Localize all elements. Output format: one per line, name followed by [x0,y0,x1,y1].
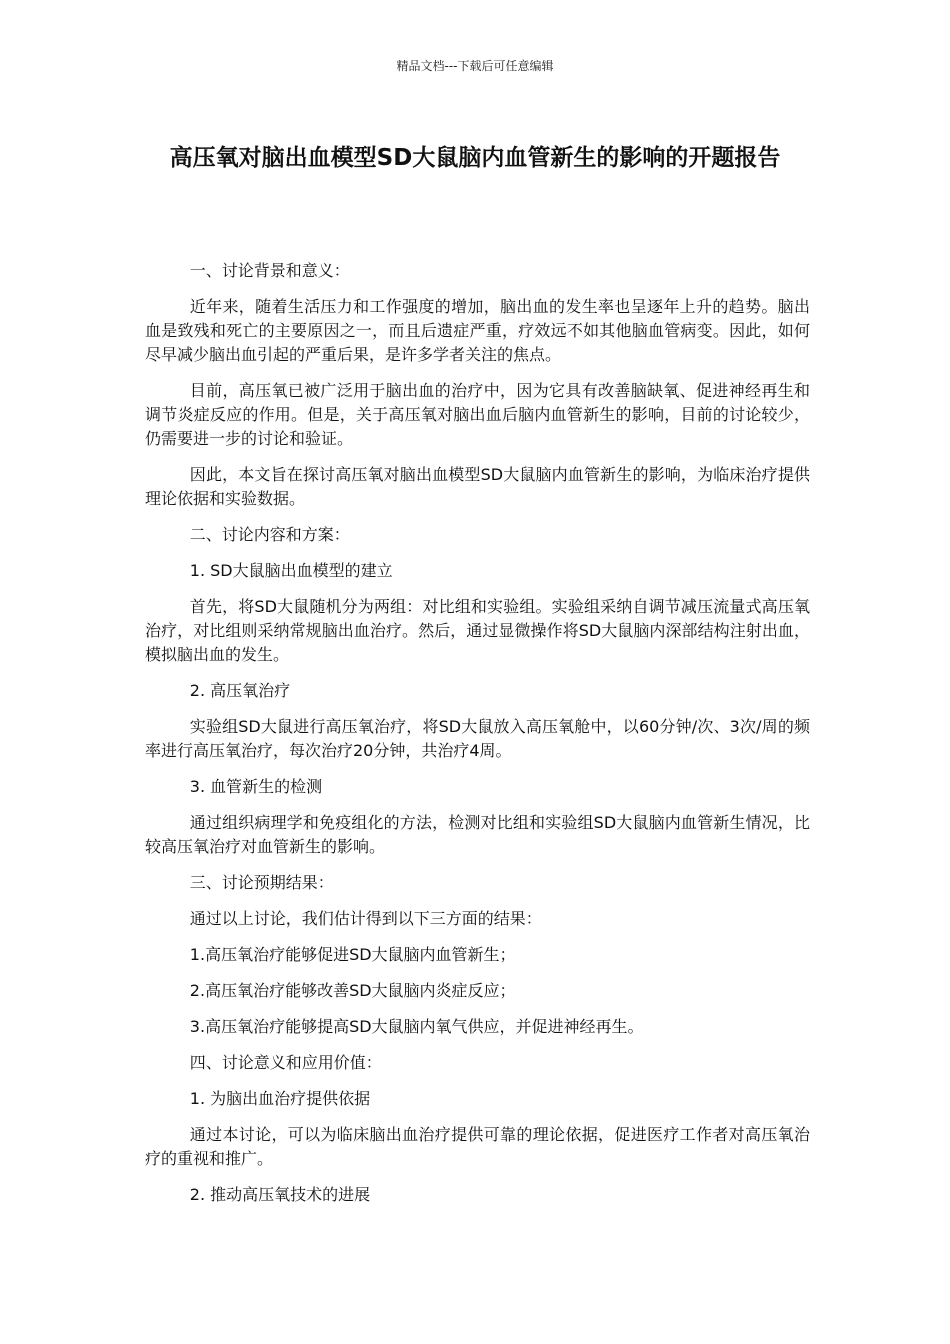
paragraph-expected-intro: 通过以上讨论，我们估计得到以下三方面的结果： [189,909,542,928]
subheading-hbo-therapy: 2. 高压氧治疗 [189,681,291,700]
subheading-basis: 1. 为脑出血治疗提供依据 [189,1089,371,1108]
paragraph-hbo-therapy: 实验组SD大鼠进行高压氧治疗，将SD大鼠放入高压氧舱中，以60分钟/次、3次/周的频率进行高压氧治疗，每次治疗20分钟，共治疗4周。 [145,717,810,760]
subheading-model: 1. SD大鼠脑出血模型的建立 [189,561,393,580]
list-item-expected-2: 2.高压氧治疗能够改善SD大鼠脑内炎症反应； [189,981,516,1000]
paragraph-background-3: 因此，本文旨在探讨高压氧对脑出血模型SD大鼠脑内血管新生的影响，为临床治疗提供理论依据和实验数据。 [145,465,810,508]
paragraph-detection: 通过组织病理学和免疫组化的方法，检测对比组和实验组SD大鼠脑内血管新生情况，比较高压氧治疗对血管新生的影响。 [145,813,810,856]
subheading-detection: 3. 血管新生的检测 [189,777,323,796]
section-heading-background: 一、讨论背景和意义： [189,261,350,280]
document-body [145,259,810,1219]
document-title: 高压氧对脑出血模型SD大鼠脑内血管新生的影响的开题报告 [169,145,781,171]
subheading-progress: 2. 推动高压氧技术的进展 [189,1185,371,1204]
paragraph-basis: 通过本讨论，可以为临床脑出血治疗提供可靠的理论依据，促进医疗工作者对高压氧治疗的重视和推广。 [145,1125,810,1168]
section-heading-content: 二、讨论内容和方案： [189,525,350,544]
paragraph-model: 首先，将SD大鼠随机分为两组：对比组和实验组。实验组采纳自调节减压流量式高压氧治疗，对比组则采纳常规脑出血治疗。然后，通过显微操作将SD大鼠脑内深部结构注射出血，模拟脑出血的发生。 [145,597,810,664]
section-heading-significance: 四、讨论意义和应用价值： [189,1053,382,1072]
list-item-expected-1: 1.高压氧治疗能够促进SD大鼠脑内血管新生； [189,945,516,964]
section-heading-expected: 三、讨论预期结果： [189,873,334,892]
paragraph-background-1: 近年来，随着生活压力和工作强度的增加，脑出血的发生率也呈逐年上升的趋势。脑出血是致残和死亡的主要原因之一，而且后遗症严重，疗效远不如其他脑血管病变。因此，如何尽早减少脑出血引起的严重后果，是许多学者关注的焦点。 [145,297,810,364]
list-item-expected-3: 3.高压氧治疗能够提高SD大鼠脑内氧气供应，并促进神经再生。 [189,1017,644,1036]
paragraph-background-2: 目前，高压氧已被广泛用于脑出血的治疗中，因为它具有改善脑缺氧、促进神经再生和调节炎症反应的作用。但是，关于高压氧对脑出血后脑内血管新生的影响，目前的讨论较少，仍需要进一步的讨论和验证。 [145,381,810,448]
header-note: 精品文档---下载后可任意编辑 [396,59,554,73]
